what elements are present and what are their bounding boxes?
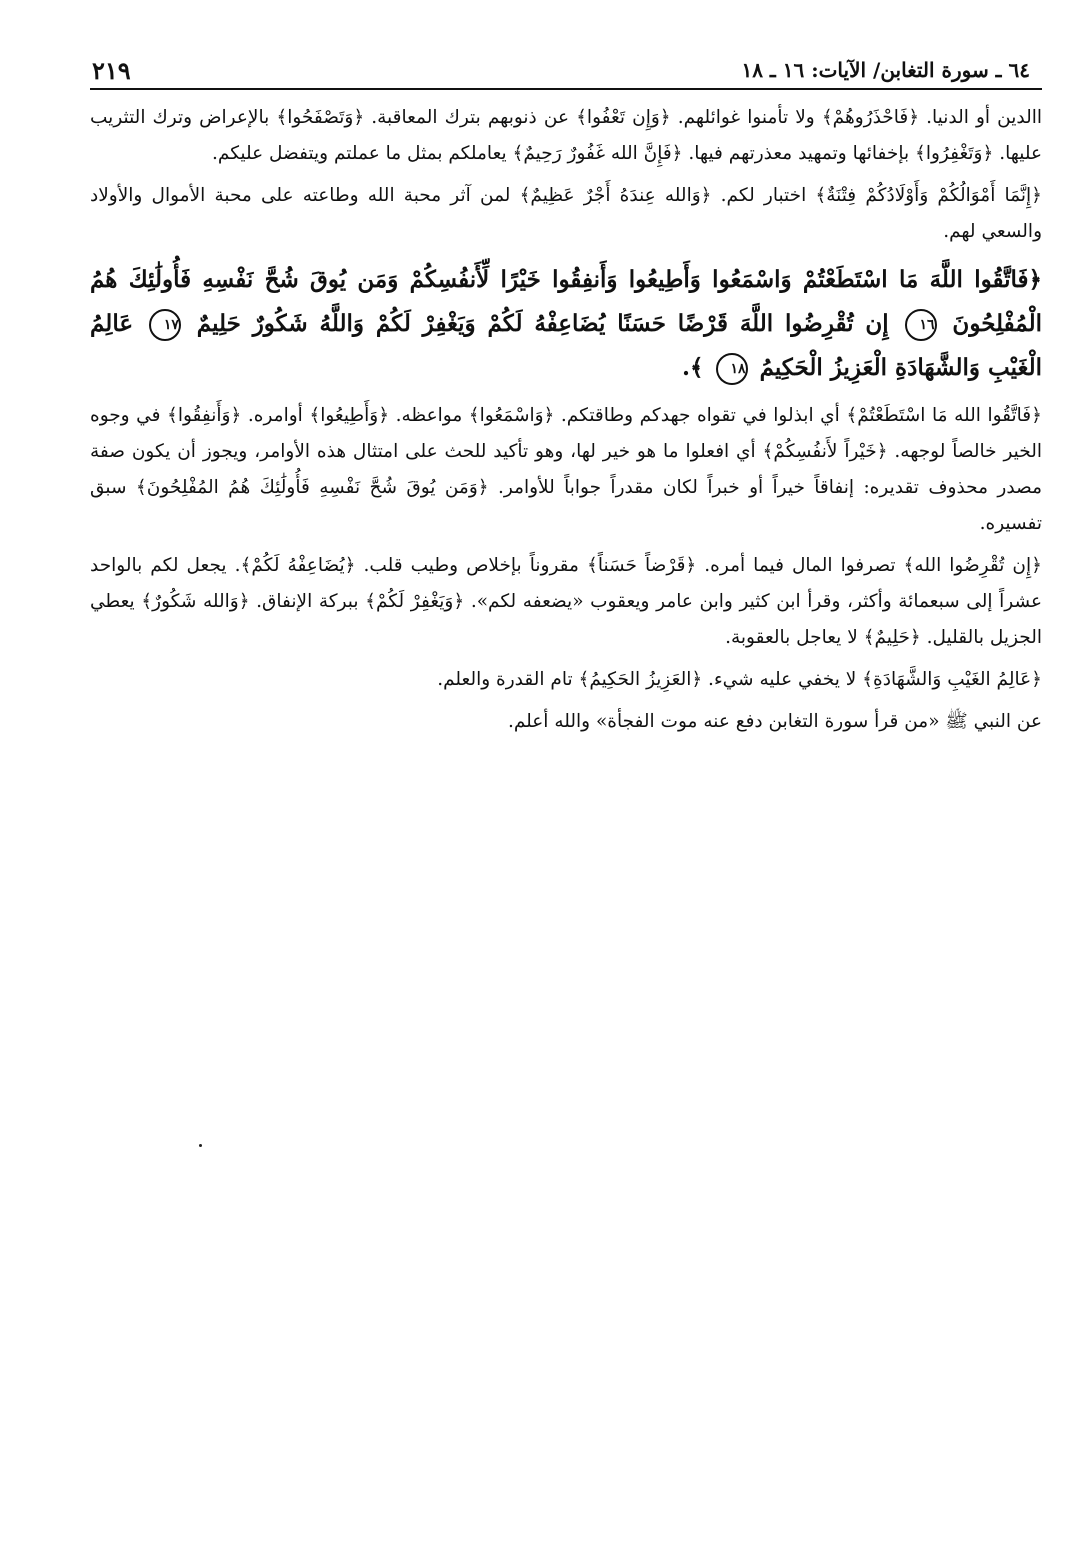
scan-speck: [199, 1144, 202, 1147]
ayah-number-marker: ١٦: [905, 309, 937, 341]
commentary-paragraph-5: ﴿عَالِمُ الغَيْبِ وَالشَّهَادَةِ﴾ لا يخفي عليه شيء. ﴿العَزِيزُ الحَكِيمُ﴾ تام القدرة والعلم.: [437, 669, 1042, 690]
commentary-paragraph-2: ﴿إِنَّمَا أَمْوَالُكُمْ وَأَوْلَادُكُمْ فِتْنَةٌ﴾ اختبار لكم. ﴿وَالله عِندَهُ أَجْرٌ عَظِيمٌ﴾ لمن آثر محبة الله وطاعته على محبة الأموال والأولاد والسعي لهم.: [90, 185, 1042, 242]
ayah-number-marker: ١٨: [716, 353, 748, 385]
verse-closing-bracket: ﴾.: [682, 354, 704, 381]
commentary-paragraph-3: ﴿فَاتَّقُوا الله مَا اسْتَطَعْتُمْ﴾ أي ابذلوا في تقواه جهدكم وطاقتكم. ﴿وَاسْمَعُوا﴾ مواعظه. ﴿وَأَطِيعُوا﴾ أوامره. ﴿وَأَنفِقُوا﴾ في وجوه الخير خالصاً لوجهه. ﴿خَيْراً لأَنفُسِكُمْ﴾ أي افعلوا ما هو خير لها، وهو تأكيد للحث على امتثال هذه الأوامر، ويجوز أن يكون صفة مصدر محذوف تقديره: إنفاقاً خيراً أو خبراً لكان مقدراً جواباً للأوامر. ﴿وَمَن يُوقَ شُحَّ نَفْسِهِ فَأُولَٰئِكَ هُمُ المُفْلِحُونَ﴾ سبق تفسيره.: [90, 405, 1042, 534]
page-number: ٢١٩: [92, 56, 131, 85]
verse-text-16: ﴿فَاتَّقُوا اللَّهَ مَا اسْتَطَعْتُمْ وَاسْمَعُوا وَأَطِيعُوا وَأَنفِقُوا خَيْرًا لِّأَنفُسِكُمْ وَمَن يُوقَ شُحَّ نَفْسِهِ فَأُولَٰئِكَ هُمُ الْمُفْلِحُونَ: [90, 266, 1042, 337]
verse-text-17: إِن تُقْرِضُوا اللَّهَ قَرْضًا حَسَنًا يُضَاعِفْهُ لَكُمْ وَيَغْفِرْ لَكُمْ وَاللَّهُ شَكُورٌ حَلِيمٌ: [196, 310, 889, 337]
commentary-paragraph-6: عن النبي ﷺ «من قرأ سورة التغابن دفع عنه موت الفجأة» والله أعلم.: [507, 711, 1042, 732]
page-content: [90, 90, 1042, 740]
running-header: [90, 48, 1042, 90]
ayah-number-marker: ١٧: [149, 309, 181, 341]
header-title: ٦٤ ـ سورة التغابن/ الآيات: ١٦ ـ ١٨: [741, 58, 1030, 82]
verse-text-18: عَالِمُ الْغَيْبِ وَالشَّهَادَةِ الْعَزِيزُ الْحَكِيمُ: [90, 310, 1042, 381]
commentary-paragraph-4: ﴿إِن تُقْرِضُوا الله﴾ تصرفوا المال فيما أمره. ﴿قَرْضاً حَسَناً﴾ مقروناً بإخلاص وطيب قلب. ﴿يُضَاعِفْهُ لَكُمْ﴾. يجعل لكم بالواحد عشراً إلى سبعمائة وأكثر، وقرأ ابن كثير وابن عامر ويعقوب «يضعفه لكم». ﴿وَيَغْفِرْ لَكُمْ﴾ ببركة الإنفاق. ﴿وَالله شَكُورٌ﴾ يعطي الجزيل بالقليل. ﴿حَلِيمٌ﴾ لا يعاجل بالعقوبة.: [90, 555, 1042, 648]
book-page: [90, 48, 1042, 746]
commentary-paragraph-1: االدين أو الدنيا. ﴿فَاحْذَرُوهُمْ﴾ ولا تأمنوا غوائلهم. ﴿وَإِن تَعْفُوا﴾ عن ذنوبهم بترك المعاقبة. ﴿وَتَصْفَحُوا﴾ بالإعراض وترك التثريب عليها. ﴿وَتَغْفِرُوا﴾ بإخفائها وتمهيد معذرتهم فيها. ﴿فَإِنَّ الله غَفُورٌ رَحِيمٌ﴾ يعاملكم بمثل ما عملتم ويتفضل عليكم.: [90, 107, 1042, 164]
quran-verse-block: [90, 258, 1042, 390]
